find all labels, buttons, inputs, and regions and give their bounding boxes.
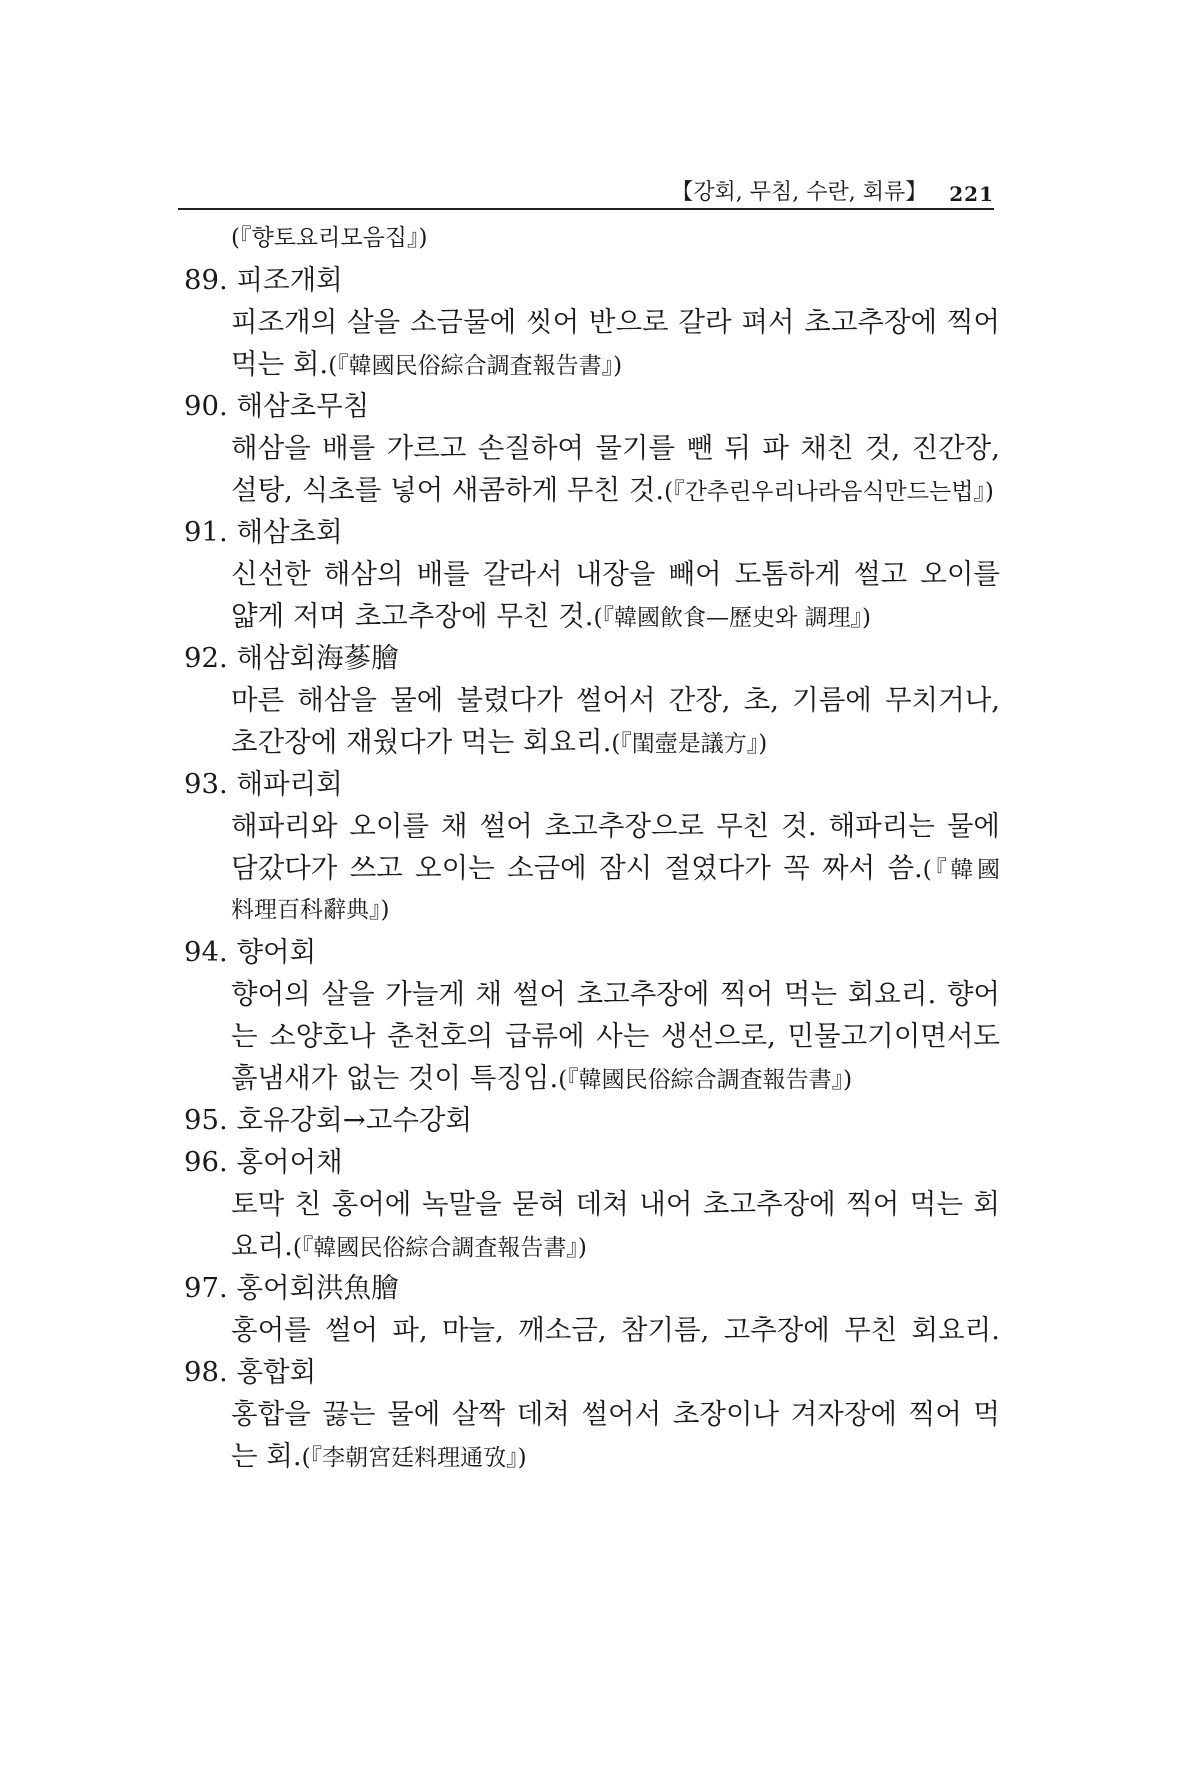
entry-text-part: 는 회. bbox=[231, 1440, 302, 1472]
header-rule bbox=[178, 208, 994, 210]
source-citation: (『韓國民俗綜合調査報告書』) bbox=[292, 1235, 587, 1261]
entry-text: 홍어를 썰어 파, 마늘, 깨소금, 참기름, 고추장에 무친 회요리. bbox=[231, 1314, 1000, 1346]
source-citation: (『간추린우리나라음식만드는법』) bbox=[664, 479, 994, 505]
entry-text bbox=[231, 596, 871, 638]
entry-text: 향어의 살을 가늘게 채 썰어 초고추장에 찍어 먹는 회요리. 향어 bbox=[231, 978, 1000, 1010]
header-title: 【강회, 무침, 수란, 회류】 bbox=[671, 180, 928, 205]
entry-heading: 90. 해삼초무침 bbox=[184, 390, 370, 422]
entry-heading: 97. 홍어회洪魚膾 bbox=[184, 1272, 399, 1304]
entry-text bbox=[231, 1226, 587, 1268]
entry-text-part: 담갔다가 쓰고 오이는 소금에 잠시 절였다가 꼭 짜서 씀. bbox=[231, 852, 923, 884]
source-citation: (『韓國飮食—歷史와 調理』) bbox=[593, 605, 871, 631]
entry-text bbox=[231, 1058, 852, 1100]
entry-heading: 92. 해삼회海蔘膾 bbox=[184, 642, 399, 674]
entry-text-part: 초간장에 재웠다가 먹는 회요리. bbox=[231, 726, 612, 758]
entry-text: 해삼을 배를 가르고 손질하여 물기를 뺀 뒤 파 채친 것, 진간장, bbox=[231, 432, 1000, 464]
entry-text-part: 요리. bbox=[231, 1230, 293, 1262]
entry-text bbox=[231, 344, 622, 386]
entry-text bbox=[231, 722, 767, 764]
entry-text: 홍합을 끓는 물에 살짝 데쳐 썰어서 초장이나 겨자장에 찍어 먹 bbox=[231, 1398, 1000, 1430]
entry-text-part: 먹는 회. bbox=[231, 348, 329, 380]
entry-text: 는 소양호나 춘천호의 급류에 사는 생선으로, 민물고기이면서도 bbox=[231, 1020, 1000, 1052]
entry-heading: 89. 피조개회 bbox=[184, 264, 343, 296]
entry-text-part: 흙냄새가 없는 것이 특징임. bbox=[231, 1062, 559, 1094]
entry-heading: 91. 해삼초회 bbox=[184, 516, 343, 548]
entry-text: 마른 해삼을 물에 불렸다가 썰어서 간장, 초, 기름에 무치거나, bbox=[231, 684, 1000, 716]
source-citation: (『閨壼是議方』) bbox=[611, 731, 768, 757]
source-citation: (『韓國民俗綜合調査報告書』) bbox=[328, 353, 623, 379]
entry-text bbox=[231, 848, 1000, 890]
running-header bbox=[178, 176, 994, 206]
entry-text-part: 설탕, 식초를 넣어 새콤하게 무친 것. bbox=[231, 474, 665, 506]
source-citation: 料理百科辭典』) bbox=[231, 897, 390, 923]
source-citation: (『韓國 bbox=[922, 857, 1000, 883]
source-citation: (『李朝宮廷料理通攷』) bbox=[301, 1445, 527, 1471]
source-citation: (『韓國民俗綜合調査報告書』) bbox=[558, 1067, 853, 1093]
entry-heading: 94. 향어회 bbox=[184, 936, 317, 968]
entry-text: 신선한 해삼의 배를 갈라서 내장을 빼어 도톰하게 썰고 오이를 bbox=[231, 558, 1000, 590]
entry-heading: 98. 홍합회 bbox=[184, 1356, 317, 1388]
entry-text-part: 얇게 저며 초고추장에 무친 것. bbox=[231, 600, 594, 632]
entry-text bbox=[231, 470, 994, 512]
entry-heading: 96. 홍어어채 bbox=[184, 1146, 343, 1178]
entry-text: 토막 친 홍어에 녹말을 묻혀 데쳐 내어 초고추장에 찍어 먹는 회 bbox=[231, 1188, 1000, 1220]
entry-text: 피조개의 살을 소금물에 씻어 반으로 갈라 펴서 초고추장에 찍어 bbox=[231, 306, 1000, 338]
entry-text: 해파리와 오이를 채 썰어 초고추장으로 무친 것. 해파리는 물에 bbox=[231, 810, 1000, 842]
entry-heading: 93. 해파리회 bbox=[184, 768, 343, 800]
page-number: 221 bbox=[949, 182, 994, 206]
source-citation: (『향토요리모음집』) bbox=[231, 225, 428, 251]
entry-heading: 95. 호유강회→고수강회 bbox=[184, 1104, 473, 1136]
entry-text bbox=[231, 1436, 527, 1478]
